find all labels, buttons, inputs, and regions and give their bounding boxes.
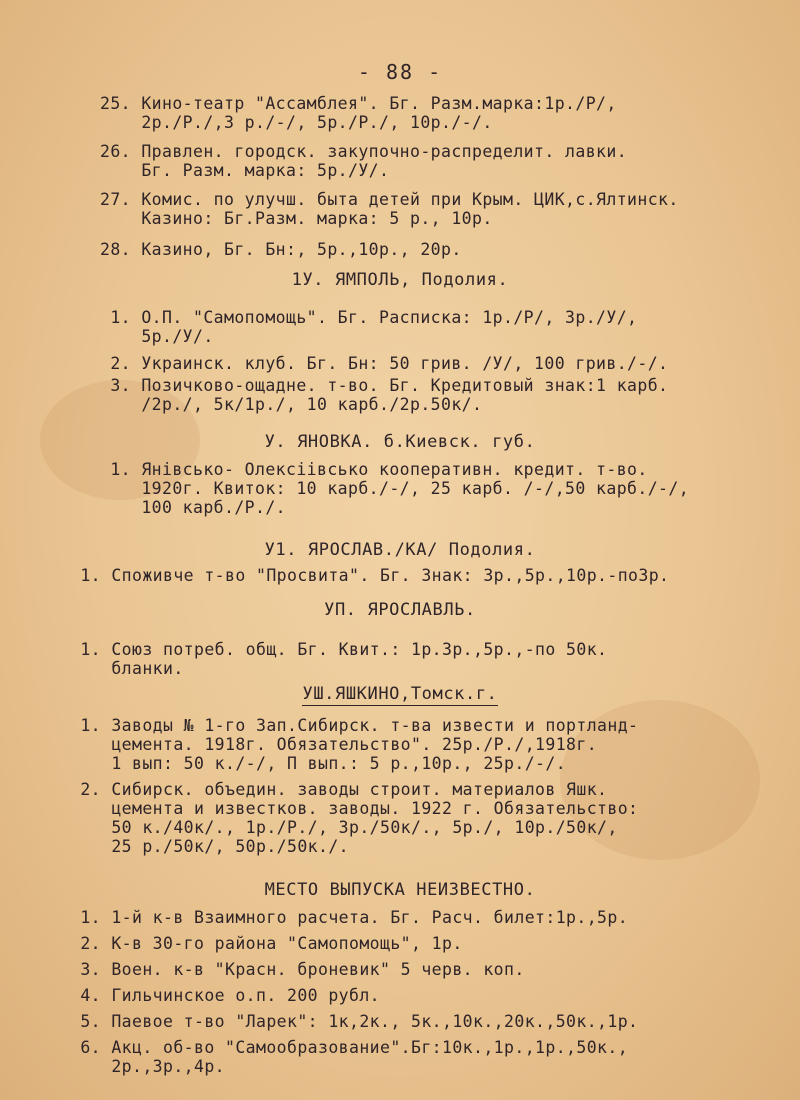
- entry-unknown-4: 4. Гильчинское о.п. 200 рубл.: [70, 986, 381, 1005]
- section-heading-yashkino-text: УШ.ЯШКИНО,Томск.г.: [302, 684, 498, 704]
- section-heading-yaroslavka: У1. ЯРОСЛАВ./КА/ Подолия.: [264, 540, 536, 560]
- entry-yaroslavl-1: 1. Союз потреб. общ. Бг. Квит.: 1р.3р.,5р.,-по 50к. бланки.: [80, 640, 608, 678]
- entry-unknown-5: 5. Паевое т-во "Ларек": 1к,2к., 5к.,10к.,20к.,50к.,1р.: [70, 1012, 639, 1031]
- section-heading-yampol: 1У. ЯМПОЛЬ, Подолия.: [291, 270, 509, 290]
- section-heading-yaroslavl: УП. ЯРОСЛАВЛЬ.: [324, 600, 476, 620]
- entry-yampol-3: 3. Позичково-ощадне. т-во. Бг. Кредитовый знак:1 карб. /2р./, 5к/1р./, 10 карб./2р.50к/.: [110, 376, 669, 414]
- entry-unknown-3: 3. Воен. к-в "Красн. броневик" 5 черв. коп.: [70, 960, 525, 979]
- page-number: - 88 -: [357, 60, 443, 84]
- entry-26: 26. Правлен. городск. закупочно-распределит. лавки. Бг. Разм. марка: 5р./У/.: [100, 142, 628, 180]
- entry-yampol-1: 1. О.П. "Самопомощь". Бг. Расписка: 1р./Р/, 3р./У/, 5р./У/.: [110, 308, 638, 346]
- entry-unknown-2: 2. К-в 30-го района "Самопомощь", 1р.: [70, 934, 463, 953]
- entry-yashkino-2: 2. Сибирск. объедин. заводы строит. материалов Яшк. цемента и известков. заводы. 1922 г. Обязательство: 50 к./40к/., 1р./Р./, 3р./50к/., 5р./, 10р./50к/, 25 р./50к/, 50р./50к./.: [80, 780, 639, 856]
- entry-unknown-6: 6. Акц. об-во "Самообразование".Бг:10к.,1р.,1р.,50к., 2р.,3р.,4р.: [80, 1038, 629, 1076]
- section-heading-yashkino: [0, 684, 800, 704]
- entry-unknown-1: 1. 1-й к-в Взаимного расчета. Бг. Расч. билет:1р.,5р.: [70, 908, 629, 927]
- section-heading-unknown: МЕСТО ВЫПУСКА НЕИЗВЕСТНО.: [264, 880, 536, 900]
- entry-27: 27. Комис. по улучш. быта детей при Крым. ЦИК,с.Ялтинск. Казино: Бг.Разм. марка: 5 р., 10р.: [100, 190, 679, 228]
- entry-yashkino-1: 1. Заводы № 1-го Зап.Сибирск. т-ва извести и портланд- цемента. 1918г. Обязательство". 25р./Р./,1918г. 1 вып: 50 к./-/, П вып.: 5 р.,10р., 25р./-/.: [80, 716, 639, 773]
- entry-yampol-2: 2. Украинск. клуб. Бг. Бн: 50 грив. /У/, 100 грив./-/.: [100, 354, 669, 373]
- entry-28: 28. Казино, Бг. Бн:, 5р.,10р., 20р.: [100, 240, 462, 259]
- entry-yaroslavka-1: 1. Споживче т-во "Просвита". Бг. Знак: 3р.,5р.,10р.-по3р.: [70, 566, 670, 585]
- entry-25: 25. Кино-театр "Ассамблея". Бг. Разм.марка:1р./Р/, 2р./Р./,3 р./-/, 5р./Р./, 10р./-/.: [100, 94, 617, 132]
- entry-yanovka-1: 1. Янiвсько- Олексiiвсько кооперативн. кредит. т-во. 1920г. Квиток: 10 карб./-/, 25 карб. /-/,50 карб./-/, 100 карб./Р./.: [110, 460, 690, 517]
- section-heading-yanovka: У. ЯНОВКА. б.Киевск. губ.: [264, 432, 536, 452]
